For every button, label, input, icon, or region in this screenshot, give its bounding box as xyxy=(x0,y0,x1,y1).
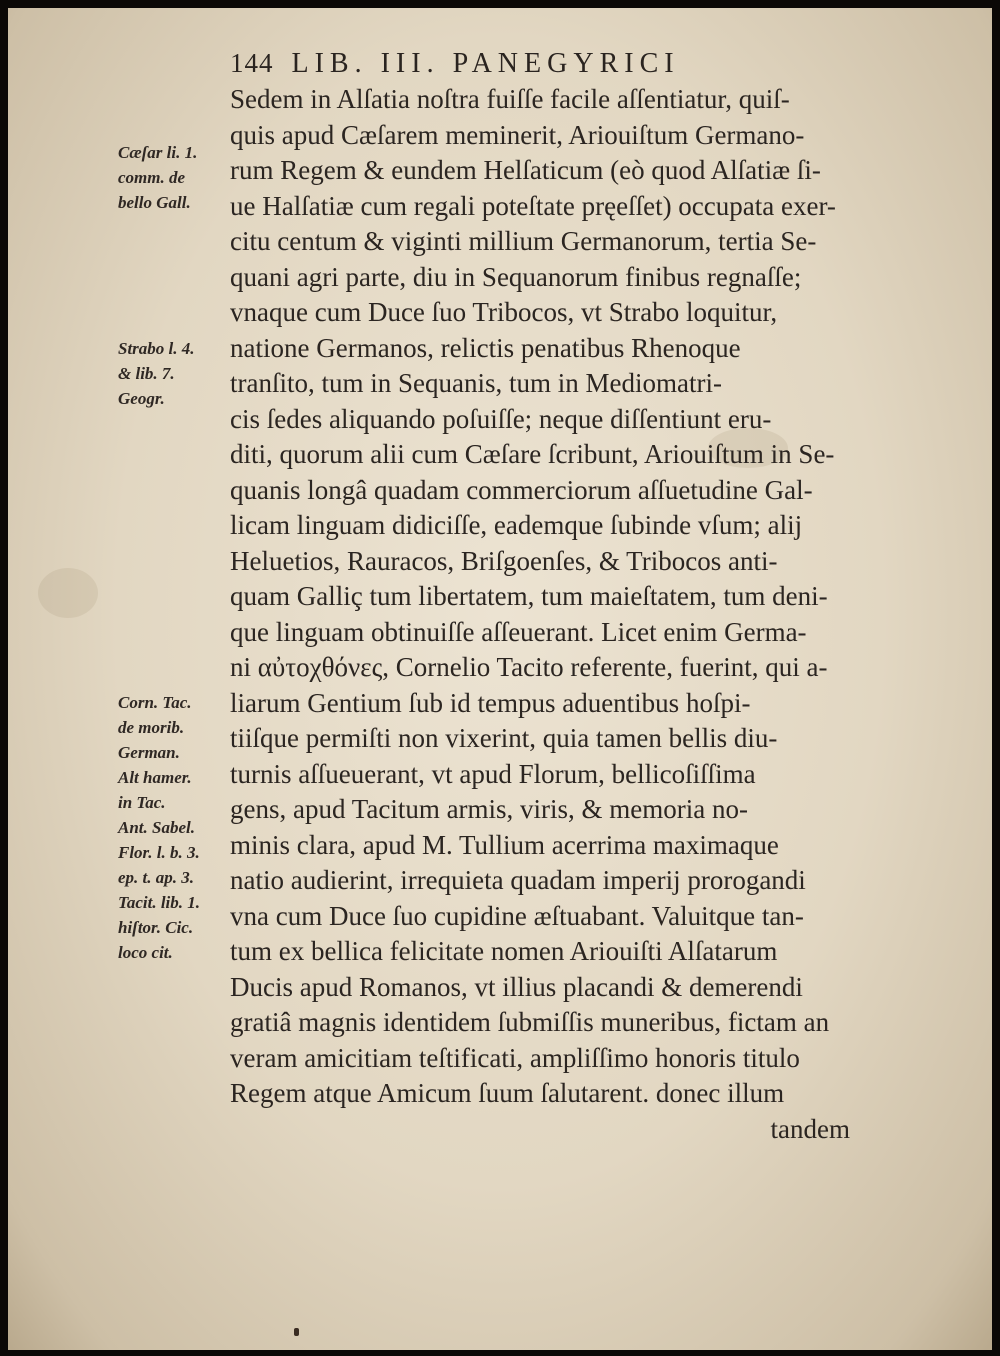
text-line: minis clara, apud M. Tullium acerrima maximaque xyxy=(230,829,779,860)
text-line: vnaque cum Duce ſuo Tribocos, vt Strabo loquitur, xyxy=(230,297,778,327)
text-line: gens, apud Tacitum armis, viris, & memoria no- xyxy=(230,794,749,824)
text-line: citu centum & viginti millium Germanorum, tertia Se- xyxy=(230,226,817,256)
text-line: tum ex bellica felicitate nomen Ariouiſti Alſatarum xyxy=(230,936,778,966)
margin-note-line: in Tac. xyxy=(118,793,166,812)
text-line: tranſito, tum in Sequanis, tum in Mediomatri- xyxy=(230,368,722,398)
text-line: Regem atque Amicum ſuum ſalutarent. donec illum xyxy=(230,1078,785,1108)
margin-note-line: Geogr. xyxy=(118,389,165,408)
text-line: vna cum Duce ſuo cupidine æſtuabant. Valuitque tan- xyxy=(230,900,804,931)
text-line: Sedem in Alſatia noſtra fuiſſe facile aſſentiatur, quiſ- xyxy=(230,84,790,114)
margin-note-line: Corn. Tac. xyxy=(118,693,192,712)
book-page xyxy=(8,8,992,1350)
margin-note-line: Flor. l. b. 3. xyxy=(118,843,200,862)
margin-note-line: Alt hamer. xyxy=(118,768,192,787)
margin-note-line: ep. t. ap. 3. xyxy=(118,868,195,887)
running-title: LIB. III. PANEGYRICI xyxy=(291,48,680,79)
text-line: rum Regem & eundem Helſaticum (eò quod Alſatiæ ſi- xyxy=(230,155,821,185)
text-line: diti, quorum alii cum Cæſare ſcribunt, Ariouiſtum in Se- xyxy=(230,439,835,469)
text-line: natio audierint, irrequieta quadam imperij prorogandi xyxy=(230,865,806,895)
body-text xyxy=(230,82,930,1147)
margin-note-line: comm. de xyxy=(118,168,186,187)
text-line: veram amicitiam teſtificati, ampliſſimo honoris titulo xyxy=(230,1042,800,1073)
text-line: Ducis apud Romanos, vt illius placandi & demerendi xyxy=(230,971,803,1002)
text-line: Heluetios, Rauracos, Briſgoenſes, & Tribocos anti- xyxy=(230,545,778,576)
margin-note-tacitus xyxy=(118,690,246,965)
margin-note-strabo xyxy=(118,336,246,411)
text-line: natione Germanos, relictis penatibus Rhenoque xyxy=(230,332,741,363)
margin-note-line: loco cit. xyxy=(118,943,173,962)
catchword: tandem xyxy=(770,1113,850,1144)
text-line: licam linguam didiciſſe, eademque ſubinde vſum; alij xyxy=(230,510,803,540)
text-line: quam Galliç tum libertatem, tum maieſtatem, tum deni- xyxy=(230,581,828,611)
text-line: quanis longâ quadam commerciorum aſſuetudine Gal- xyxy=(230,474,813,505)
text-line: que linguam obtinuiſſe aſſeuerant. Licet enim Germa- xyxy=(230,616,807,647)
paper-mark xyxy=(294,1328,299,1336)
margin-note-line: & lib. 7. xyxy=(118,364,175,383)
margin-note-caesar xyxy=(118,140,246,215)
text-line: ni αὐτοχθόνες, Cornelio Tacito referente, fuerint, qui a- xyxy=(230,652,828,682)
margin-note-line: Strabo l. 4. xyxy=(118,339,195,358)
page-number: 144 xyxy=(230,48,274,78)
paper-stain xyxy=(38,568,98,618)
text-line: quani agri parte, diu in Sequanorum finibus regnaſſe; xyxy=(230,261,802,292)
margin-note-line: Cæſar li. 1. xyxy=(118,143,198,162)
text-line: tiiſque permiſti non vixerint, quia tamen bellis diu- xyxy=(230,723,778,753)
margin-note-line: hiſtor. Cic. xyxy=(118,918,194,937)
margin-note-line: German. xyxy=(118,743,180,762)
margin-note-line: de morib. xyxy=(118,718,185,737)
text-line: liarum Gentium ſub id tempus aduentibus hoſpi- xyxy=(230,687,751,718)
margin-note-line: Ant. Sabel. xyxy=(118,818,195,837)
text-line: quis apud Cæſarem meminerit, Ariouiſtum Germano- xyxy=(230,119,805,150)
text-line: turnis aſſueuerant, vt apud Florum, bellicoſiſſima xyxy=(230,758,756,789)
margin-note-line: Tacit. lib. 1. xyxy=(118,893,201,912)
margin-note-line: bello Gall. xyxy=(118,193,191,212)
text-line: ue Halſatiæ cum regali poteſtate pręeſſet) occupata exer- xyxy=(230,190,836,221)
text-line: cis ſedes aliquando poſuiſſe; neque diſſentiunt eru- xyxy=(230,403,772,434)
text-line: gratiâ magnis identidem ſubmiſſis muneribus, fictam an xyxy=(230,1007,830,1037)
